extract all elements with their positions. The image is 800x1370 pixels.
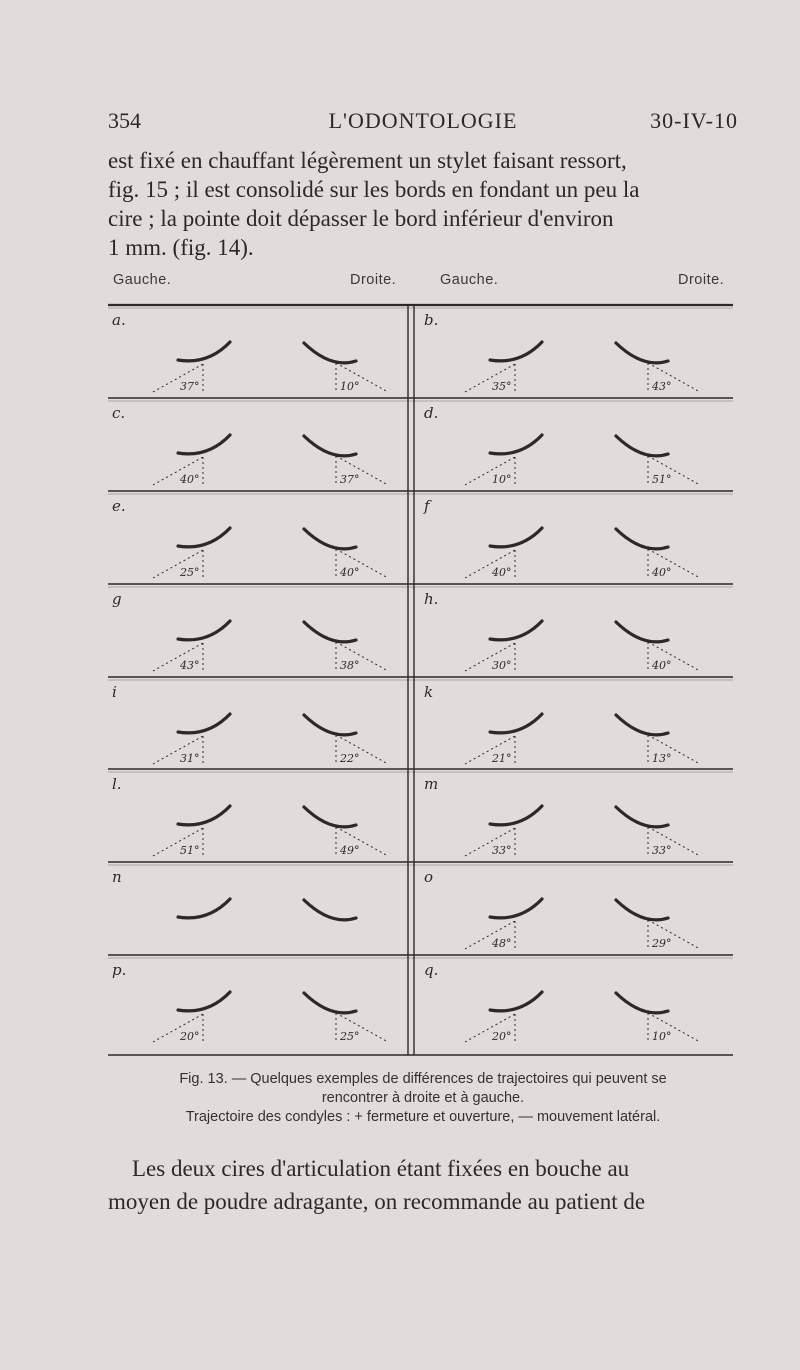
column-label-left-gauche: Gauche. [113, 272, 172, 288]
left-trajectory-curve [178, 621, 230, 640]
angle-label-left: 30° [492, 659, 512, 672]
angle-label-left: 31° [180, 752, 200, 765]
angle-label-right: 13° [652, 752, 672, 765]
left-trajectory-curve [178, 342, 230, 361]
text-line: fig. 15 ; il est consolidé sur les bords en fondant un peu la [108, 177, 640, 202]
caption-line: Trajectoire des condyles : + fermeture et ouverture, — mouvement latéral. [185, 1109, 661, 1125]
right-trajectory-curve [304, 807, 356, 827]
figure-13-drawing [108, 300, 738, 1060]
right-trajectory-curve [304, 993, 356, 1013]
left-trajectory-curve [490, 435, 542, 454]
right-trajectory-curve [304, 436, 356, 456]
left-trajectory-curve [490, 992, 542, 1011]
right-trajectory-curve [616, 993, 668, 1013]
angle-label-left: 48° [492, 937, 512, 950]
angle-label-left: 33° [492, 844, 512, 857]
caption-line: rencontrer à droite et à gauche. [321, 1090, 525, 1106]
right-trajectory-curve [616, 900, 668, 920]
panel-letter: n [112, 868, 122, 886]
angle-label-right: 40° [340, 566, 360, 579]
angle-label-right: 22° [340, 752, 360, 765]
panel-letter: h. [424, 590, 439, 608]
panel-letter: a. [112, 311, 126, 329]
panel-letter: k [424, 683, 434, 701]
text-line: moyen de poudre adragante, on recommande au patient de [108, 1189, 646, 1214]
panel-letter: c. [112, 404, 126, 422]
angle-label-left: 40° [180, 473, 200, 486]
angle-label-right: 40° [652, 566, 672, 579]
column-label-right-gauche: Gauche. [440, 272, 499, 288]
right-trajectory-curve [616, 715, 668, 735]
left-trajectory-curve [490, 899, 542, 918]
page-header [108, 108, 738, 138]
left-trajectory-curve [178, 806, 230, 825]
right-trajectory-curve [304, 622, 356, 642]
angle-label-left: 51° [180, 844, 200, 857]
panel-letter: o [424, 868, 434, 886]
angle-label-right: 10° [652, 1030, 672, 1043]
panel-letter: q. [424, 961, 439, 979]
figure-13 [108, 300, 738, 1060]
angle-label-right: 43° [652, 380, 672, 393]
left-trajectory-curve [490, 621, 542, 640]
panel-letter: b. [424, 311, 439, 329]
panel-letter: i [112, 683, 117, 701]
left-trajectory-curve [490, 714, 542, 733]
right-trajectory-curve [304, 529, 356, 549]
text-line: cire ; la pointe doit dépasser le bord inférieur d'environ [108, 206, 614, 231]
angle-label-right: 10° [340, 380, 360, 393]
angle-label-left: 20° [180, 1030, 200, 1043]
angle-label-right: 25° [340, 1030, 360, 1043]
text-line: Les deux cires d'articulation étant fixées en bouche au [132, 1156, 630, 1181]
angle-label-right: 51° [652, 473, 672, 486]
left-trajectory-curve [490, 342, 542, 361]
right-trajectory-curve [304, 715, 356, 735]
panel-letter: p. [112, 961, 127, 979]
figure-caption [108, 1070, 738, 1127]
issue-date: 30-IV-10 [650, 108, 738, 133]
right-trajectory-curve [304, 343, 356, 363]
left-trajectory-curve [490, 528, 542, 547]
right-trajectory-curve [616, 622, 668, 642]
bottom-paragraph [108, 1152, 738, 1218]
running-title: L'ODONTOLOGIE [328, 108, 518, 133]
angle-label-left: 35° [492, 380, 512, 393]
left-trajectory-curve [178, 435, 230, 454]
angle-label-right: 40° [652, 659, 672, 672]
angle-label-right: 38° [340, 659, 360, 672]
top-paragraph [108, 146, 738, 262]
panel-letter: d. [424, 404, 439, 422]
angle-label-left: 10° [492, 473, 512, 486]
column-label-right-droite: Droite. [678, 272, 725, 288]
left-trajectory-curve [490, 806, 542, 825]
angle-label-left: 21° [492, 752, 512, 765]
angle-label-left: 25° [180, 566, 200, 579]
angle-label-right: 49° [340, 844, 360, 857]
right-trajectory-curve [616, 343, 668, 363]
panel-letter: f [424, 497, 430, 515]
panel-letter: m [424, 775, 439, 793]
angle-label-right: 33° [652, 844, 672, 857]
panel-letter: g [112, 590, 122, 608]
angle-label-left: 40° [492, 566, 512, 579]
left-trajectory-curve [178, 992, 230, 1011]
panel-letter: e. [112, 497, 126, 515]
panel-letter: l. [112, 775, 122, 793]
left-trajectory-curve [178, 528, 230, 547]
angle-label-left: 20° [492, 1030, 512, 1043]
left-trajectory-curve [178, 899, 230, 918]
text-line: 1 mm. (fig. 14). [108, 235, 254, 260]
right-trajectory-curve [616, 436, 668, 456]
angle-label-right: 37° [340, 473, 360, 486]
angle-label-left: 43° [180, 659, 200, 672]
page-number: 354 [108, 108, 141, 133]
column-label-left-droite: Droite. [350, 272, 397, 288]
right-trajectory-curve [304, 900, 356, 920]
right-trajectory-curve [616, 529, 668, 549]
angle-label-right: 29° [652, 937, 672, 950]
right-trajectory-curve [616, 807, 668, 827]
text-line: est fixé en chauffant légèrement un stylet faisant ressort, [108, 148, 627, 173]
caption-line: Fig. 13. — Quelques exemples de différences de trajectoires qui peuvent se [179, 1071, 667, 1087]
left-trajectory-curve [178, 714, 230, 733]
angle-label-left: 37° [180, 380, 200, 393]
